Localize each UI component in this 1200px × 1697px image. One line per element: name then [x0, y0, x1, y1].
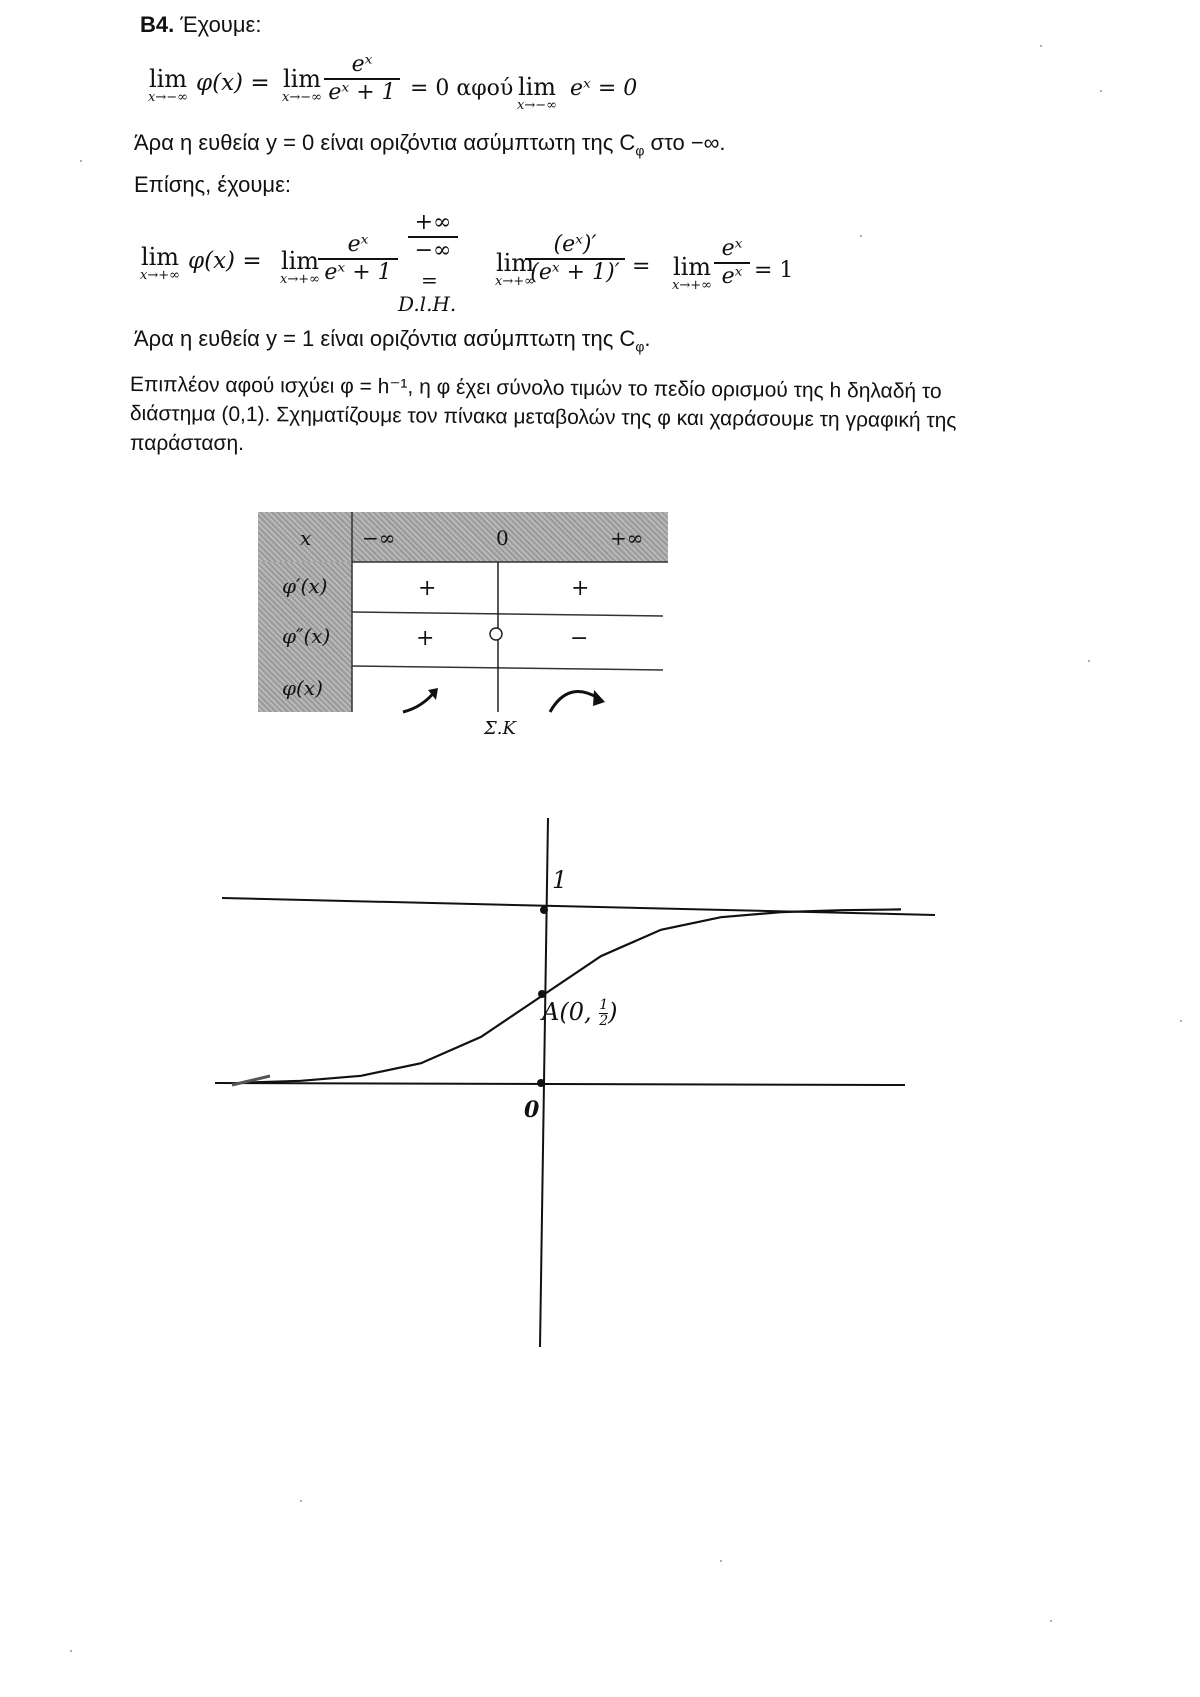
asymptote-one-end: .: [644, 326, 651, 351]
limit1-result: = 0 αφού: [410, 76, 514, 101]
row-label-function: φ(x): [282, 676, 323, 700]
limit2-result: = 1: [754, 258, 794, 283]
asymptote-y-one: [222, 898, 935, 915]
point-a-close: ): [608, 998, 618, 1026]
dlh-label: D.l.H.: [398, 292, 457, 316]
fraction-denominator: eˣ + 1: [324, 260, 392, 285]
scan-speck: [1088, 660, 1090, 662]
paragraph-line-2: διάστημα (0,1). Σχηματίζουμε τον πίνακα μεταβολών της φ και χαράσουμε τη γραφική της: [129, 402, 957, 433]
paragraph-line-3: παράσταση.: [130, 432, 244, 455]
header-plus-inf: +∞: [610, 526, 644, 550]
lim-subscript: x→+∞: [140, 268, 180, 283]
header-zero: 0: [496, 526, 509, 550]
point-a-frac-den: 2: [599, 1013, 609, 1029]
lim-word: lim: [280, 247, 320, 275]
lim-subscript: x→+∞: [672, 278, 712, 293]
second-derivative-left-sign: +: [416, 626, 435, 651]
fraction-numerator: (eˣ)′: [553, 232, 597, 257]
lim-subscript: x→+∞: [495, 274, 535, 289]
header-minus-inf: −∞: [362, 526, 396, 550]
lim-word: lim: [140, 243, 180, 271]
indet-bottom: −∞: [414, 238, 452, 263]
scan-speck: [80, 160, 82, 162]
also-line: Επίσης, έχουμε:: [134, 172, 292, 197]
header-x: x: [300, 526, 312, 550]
scan-speck: [1050, 1620, 1052, 1622]
lim-subscript: x→−∞: [282, 90, 322, 105]
first-derivative-right-sign: +: [571, 576, 590, 601]
asymptote-y-zero: [215, 1083, 905, 1085]
limit2-equals: =: [632, 254, 651, 279]
fraction-numerator: eˣ: [721, 236, 743, 261]
scan-speck: [860, 235, 862, 237]
lim-word: lim: [148, 65, 188, 93]
inflection-note: Σ.Κ: [484, 718, 516, 739]
lim-word: lim: [282, 65, 322, 93]
row-label-first-derivative: φ′(x): [282, 574, 328, 598]
lim-subscript: x→−∞: [517, 98, 557, 113]
scan-speck: [1180, 1020, 1182, 1022]
point-a-fraction: [599, 998, 608, 1029]
scan-speck: [720, 1560, 722, 1562]
origin-point: [537, 1079, 545, 1087]
asymptote-zero-sub: φ: [635, 142, 645, 159]
point-a: [538, 990, 546, 998]
limit2-func: φ(x) =: [188, 248, 262, 274]
label-zero: 0: [524, 1097, 540, 1123]
section-label: B4.: [140, 12, 175, 37]
lim-subscript: x→−∞: [148, 90, 188, 105]
fraction-denominator: (eˣ + 1)′: [530, 260, 620, 285]
row-label-second-derivative: φ″(x): [282, 624, 331, 648]
section-title: Έχουμε:: [174, 12, 262, 37]
limit1-func: φ(x) =: [196, 70, 270, 96]
point-y-one: [540, 906, 548, 914]
sigmoid-curve: [241, 909, 901, 1082]
asymptote-one-main: Άρα η ευθεία y = 1 είναι οριζόντια ασύμπτωτη της C: [134, 326, 636, 351]
limit1-aux-expr: eˣ = 0: [570, 76, 638, 101]
second-derivative-right-sign: −: [570, 626, 589, 651]
first-derivative-left-sign: +: [418, 576, 437, 601]
dlh-equals: =: [421, 268, 438, 292]
fraction-denominator: eˣ + 1: [328, 80, 396, 105]
point-a-prefix: A(0,: [542, 998, 600, 1026]
lim-subscript: x→+∞: [280, 272, 320, 287]
fraction-numerator: eˣ: [347, 232, 369, 257]
lim-word: lim: [517, 73, 557, 101]
fraction-numerator: eˣ: [351, 52, 373, 77]
scan-speck: [1100, 90, 1102, 92]
fraction-denominator: eˣ: [721, 264, 743, 289]
point-a-label: [542, 998, 618, 1029]
lim-word: lim: [672, 253, 712, 281]
point-a-frac-num: 1: [599, 997, 609, 1013]
label-one: 1: [552, 866, 568, 894]
asymptote-zero-end: στο −∞.: [644, 130, 726, 155]
scan-speck: [300, 1500, 302, 1502]
indet-top: +∞: [414, 210, 452, 235]
scan-speck: [1040, 45, 1042, 47]
scan-speck: [70, 1650, 72, 1652]
lim-word: lim: [495, 249, 535, 277]
paragraph-line-1: Επιπλέον αφού ισχύει φ = h⁻¹, η φ έχει σύνολο τιμών το πεδίο ορισμού της h δηλαδή το: [129, 372, 942, 404]
asymptote-zero-main: Άρα η ευθεία y = 0 είναι οριζόντια ασύμπτωτη της C: [134, 130, 636, 155]
asymptote-one-sub: φ: [635, 338, 645, 355]
